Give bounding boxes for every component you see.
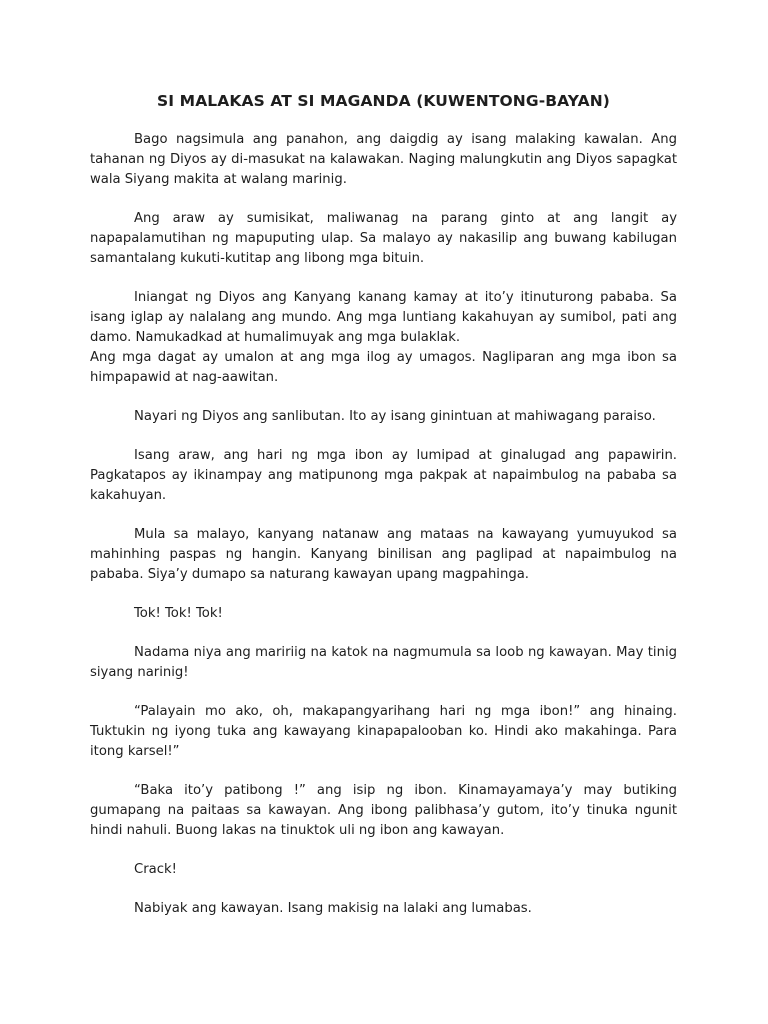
paragraph: Tok! Tok! Tok! xyxy=(134,606,223,621)
paragraph: Ang mga dagat ay umalon at ang mga ilog ay umagos. Nagliparan ang mga ibon sa himpapawid at nag-aawitan. xyxy=(90,350,677,385)
paragraph: Nadama niya ang maririig na katok na nagmumula sa loob ng kawayan. May tinig siyang narinig! xyxy=(90,645,677,680)
paragraph: Crack! xyxy=(134,862,177,877)
document-title: SI MALAKAS AT SI MAGANDA (KUWENTONG-BAYAN) xyxy=(157,92,610,110)
paragraph: Iniangat ng Diyos ang Kanyang kanang kamay at ito’y itinuturong pababa. Sa isang iglap ay nalalang ang mundo. Ang mga luntiang kakahuyan ay sumibol, pati ang damo. Namukadkad at humalimuyak ang mga bulaklak. xyxy=(90,290,677,345)
paragraph: Ang araw ay sumisikat, maliwanag na parang ginto at ang langit ay napapalamutihan ng mapuputing ulap. Sa malayo ay nakasilip ang buwang kabilugan samantalang kukuti-kutitap ang libong mga bituin. xyxy=(90,211,677,266)
paragraph: Bago nagsimula ang panahon, ang daigdig ay isang malaking kawalan. Ang tahanan ng Diyos ay di-masukat na kalawakan. Naging malungkutin ang Diyos sapagkat wala Siyang makita at walang marinig. xyxy=(90,132,677,187)
paragraph: “Palayain mo ako, oh, makapangyarihang hari ng mga ibon!” ang hinaing. Tuktukin ng iyong tuka ang kawayang kinapapalooban ko. Hindi ako makahinga. Para itong karsel!” xyxy=(90,704,677,759)
document-page xyxy=(90,92,677,938)
paragraph: Nabiyak ang kawayan. Isang makisig na lalaki ang lumabas. xyxy=(134,901,532,916)
paragraph: Nayari ng Diyos ang sanlibutan. Ito ay isang ginintuan at mahiwagang paraiso. xyxy=(134,409,656,424)
paragraph: “Baka ito’y patibong !” ang isip ng ibon. Kinamayamaya’y may butiking gumapang na paitaas sa kawayan. Ang ibong palibhasa’y gutom, ito’y tinuka ngunit hindi nahuli. Buong lakas na tinuktok uli ng ibon ang kawayan. xyxy=(90,783,677,838)
paragraph: Mula sa malayo, kanyang natanaw ang mataas na kawayang yumuyukod sa mahinhing paspas ng hangin. Kanyang binilisan ang paglipad at napaimbulog na pababa. Siya’y dumapo sa naturang kawayan upang magpahinga. xyxy=(90,527,677,582)
paragraph: Isang araw, ang hari ng mga ibon ay lumipad at ginalugad ang papawirin. Pagkatapos ay ikinampay ang matipunong mga pakpak at napaimbulog na pababa sa kakahuyan. xyxy=(90,448,677,503)
